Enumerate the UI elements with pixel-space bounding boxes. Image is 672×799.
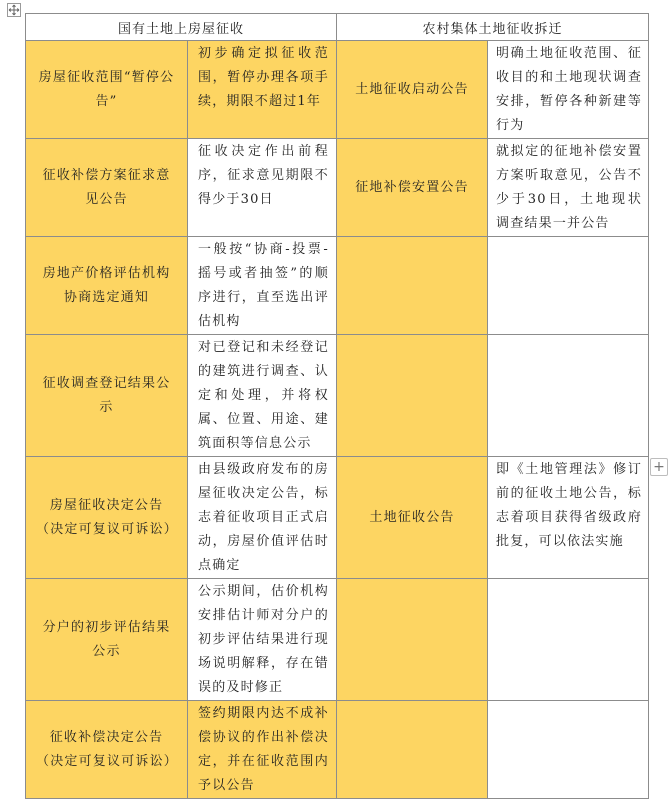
rural-step-name[interactable] bbox=[337, 335, 488, 457]
rural-step-name[interactable]: 征地补偿安置公告 bbox=[337, 139, 488, 237]
rural-step-name[interactable] bbox=[337, 701, 488, 799]
rural-step-desc[interactable] bbox=[488, 335, 649, 457]
table-header-row bbox=[26, 14, 649, 41]
state-step-desc[interactable]: 由县级政府发布的房屋征收决定公告，标志着征收项目正式启动，房屋价值评估时点确定 bbox=[188, 457, 337, 579]
state-step-desc[interactable]: 一般按“协商-投票-摇号或者抽签”的顺序进行，直至选出评估机构 bbox=[188, 237, 337, 335]
state-step-desc[interactable]: 对已登记和未经登记的建筑进行调查、认定和处理，并将权属、位置、用途、建筑面积等信息公示 bbox=[188, 335, 337, 457]
state-step-desc[interactable]: 初步确定拟征收范围，暂停办理各项手续，期限不超过1年 bbox=[188, 41, 337, 139]
table-row bbox=[26, 457, 649, 579]
rural-step-desc[interactable]: 明确土地征收范围、征收目的和土地现状调查安排，暂停各种新建等行为 bbox=[488, 41, 649, 139]
state-step-desc[interactable]: 签约期限内达不成补偿协议的作出补偿决定，并在征收范围内予以公告 bbox=[188, 701, 337, 799]
state-step-desc[interactable]: 公示期间，估价机构安排估计师对分户的初步评估结果进行现场说明解释，存在错误的及时修正 bbox=[188, 579, 337, 701]
add-row-button[interactable]: + bbox=[650, 458, 668, 476]
table-row bbox=[26, 237, 649, 335]
table-move-handle[interactable] bbox=[7, 3, 21, 17]
state-step-name[interactable]: 征收调查登记结果公示 bbox=[26, 335, 188, 457]
rural-step-desc[interactable] bbox=[488, 701, 649, 799]
state-step-name[interactable]: 房屋征收范围“暂停公告” bbox=[26, 41, 188, 139]
state-step-name[interactable]: 分户的初步评估结果公示 bbox=[26, 579, 188, 701]
rural-step-name[interactable]: 土地征收启动公告 bbox=[337, 41, 488, 139]
table-row bbox=[26, 701, 649, 799]
rural-step-desc[interactable] bbox=[488, 579, 649, 701]
rural-step-name[interactable]: 土地征收公告 bbox=[337, 457, 488, 579]
header-rural[interactable]: 农村集体土地征收拆迁 bbox=[337, 14, 649, 41]
table-row bbox=[26, 335, 649, 457]
rural-step-desc[interactable] bbox=[488, 237, 649, 335]
rural-step-name[interactable] bbox=[337, 237, 488, 335]
move-icon bbox=[8, 4, 20, 16]
rural-step-desc[interactable]: 就拟定的征地补偿安置方案听取意见，公告不少于30日，土地现状调查结果一并公告 bbox=[488, 139, 649, 237]
state-step-name[interactable]: 房屋征收决定公告（决定可复议可诉讼） bbox=[26, 457, 188, 579]
rural-step-name[interactable] bbox=[337, 579, 488, 701]
comparison-table bbox=[25, 13, 649, 799]
state-step-desc[interactable]: 征收决定作出前程序，征求意见期限不得少于30日 bbox=[188, 139, 337, 237]
state-step-name[interactable]: 房地产价格评估机构协商选定通知 bbox=[26, 237, 188, 335]
rural-step-desc[interactable]: 即《土地管理法》修订前的征收土地公告，标志着项目获得省级政府批复，可以依法实施 bbox=[488, 457, 649, 579]
state-step-name[interactable]: 征收补偿决定公告（决定可复议可诉讼） bbox=[26, 701, 188, 799]
state-step-name[interactable]: 征收补偿方案征求意见公告 bbox=[26, 139, 188, 237]
table-row bbox=[26, 579, 649, 701]
table-row bbox=[26, 139, 649, 237]
header-state-owned[interactable]: 国有土地上房屋征收 bbox=[26, 14, 337, 41]
table-row bbox=[26, 41, 649, 139]
